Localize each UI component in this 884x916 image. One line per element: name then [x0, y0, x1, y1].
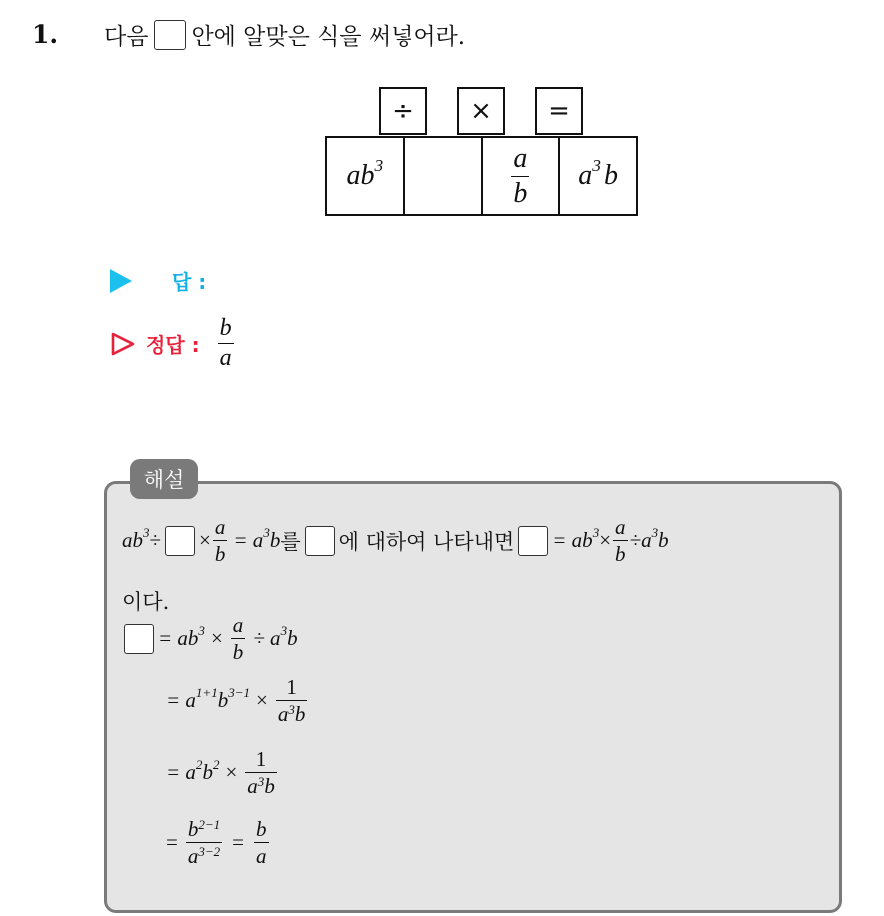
- denominator-b: b: [264, 774, 275, 799]
- fraction: [213, 516, 228, 565]
- fraction-a-over-b: [511, 144, 529, 208]
- denominator-exponent: 3−2: [198, 843, 221, 859]
- term: = a: [166, 688, 196, 713]
- triangle-outline-icon: [110, 331, 136, 357]
- blank-box: [154, 20, 186, 50]
- cell-ab3: ab $^3$: [327, 138, 405, 214]
- term: = a: [166, 760, 196, 785]
- fraction: [231, 614, 246, 663]
- denominator: b: [615, 542, 626, 567]
- fraction: [613, 516, 628, 565]
- denominator: b: [232, 640, 244, 665]
- fraction-bar: [186, 842, 222, 843]
- solution-step-1: = ab $^3$ × $\frac{a}{b}$ ÷ a $^3$ b: [122, 614, 298, 663]
- term: ab: [122, 528, 143, 553]
- correct-answer-fraction: [218, 316, 234, 371]
- cell-a3b-b: b: [603, 160, 618, 191]
- solution-step-3: = a $^2$ b $^2$ × $\frac{1}{a^3b}$: [166, 747, 275, 799]
- solution-line-2: 이다.: [122, 590, 170, 614]
- blank-box: [124, 624, 154, 654]
- blank-box: [305, 526, 335, 556]
- term: = a: [233, 528, 264, 553]
- fraction-bar: [613, 540, 628, 541]
- solution-step-2: = a $^{1+1}$ b $^{3-1}$ × $\frac{1}{a^3b}$: [166, 675, 306, 727]
- fraction-bar: [511, 176, 529, 177]
- answer-label: 답 :: [172, 270, 207, 294]
- term: ÷a: [629, 528, 652, 553]
- operator: ×: [199, 528, 211, 553]
- denominator: b: [214, 542, 226, 567]
- operator-multiply: ×: [457, 87, 505, 135]
- blank-box: [165, 526, 195, 556]
- denominator-exponent: 3: [257, 773, 265, 789]
- numerator: a: [232, 613, 244, 637]
- question-number: 1.: [32, 20, 59, 49]
- solution-step-4: [166, 818, 271, 867]
- korean-text: 를: [280, 529, 301, 554]
- numerator: a: [615, 515, 626, 539]
- cell-a3b: a $^3$ b: [578, 156, 618, 191]
- operator-equals: =: [535, 87, 583, 135]
- question-text-after: 안에 알맞은 식을 써넣어라.: [191, 24, 466, 50]
- denominator: a: [256, 844, 267, 869]
- numerator: b: [256, 817, 267, 841]
- question-text-before: 다음: [104, 24, 149, 50]
- term: b: [658, 528, 669, 553]
- operator: =: [166, 830, 178, 855]
- cell-a-over-b: [483, 138, 561, 214]
- cell-ab3-base: ab: [346, 160, 375, 191]
- fraction-bar: [254, 842, 269, 843]
- blank-box: [518, 526, 548, 556]
- operator-divide: ÷: [379, 87, 427, 135]
- operator: ×: [256, 688, 268, 713]
- operator: ×: [210, 626, 223, 651]
- operator: ×: [225, 760, 238, 785]
- play-icon: [110, 269, 132, 293]
- term: b: [269, 528, 281, 553]
- numerator-base: b: [187, 817, 199, 841]
- operator: =: [232, 830, 244, 855]
- solution-line-1: ab $^3$ ÷ × $\frac{a}{b}$ = a $^3$ b 를 에 대하여 나타내면 = ab $^3$ × $\frac{a}{b}$ ÷a $^3$ b: [122, 515, 669, 567]
- denominator-base: a: [187, 844, 199, 869]
- operator: ÷: [149, 528, 162, 553]
- question-text: [104, 18, 465, 51]
- term: b: [202, 760, 213, 785]
- correct-numerator: b: [219, 315, 232, 341]
- numerator: 1: [286, 675, 297, 699]
- fraction-bar: [231, 638, 246, 639]
- fraction-bar: [213, 540, 228, 541]
- answer-row: [110, 266, 206, 295]
- operator: ×: [599, 528, 612, 553]
- correct-denominator: a: [219, 345, 232, 372]
- fraction-bar: [276, 700, 308, 701]
- term: = ab: [552, 528, 593, 553]
- correct-answer-label: 정답 :: [146, 333, 200, 358]
- denominator-base: a: [277, 702, 289, 727]
- fraction: [245, 748, 277, 797]
- correct-answer-row: [110, 316, 236, 371]
- term: = ab: [158, 626, 199, 651]
- korean-text: 에 대하여 나타내면: [338, 529, 515, 554]
- denominator-base: a: [247, 774, 258, 799]
- solution-tab: 해설: [130, 459, 198, 499]
- term: b: [287, 626, 298, 651]
- fraction-numerator: a: [513, 143, 528, 175]
- fraction-bar: [245, 772, 277, 773]
- cell-empty-answer[interactable]: [405, 138, 483, 214]
- numerator: 1: [255, 747, 267, 771]
- fraction: [186, 818, 222, 867]
- fraction-bar: [218, 343, 234, 344]
- expression-row: [325, 136, 638, 216]
- denominator-exponent: 3: [288, 701, 295, 717]
- fraction: [276, 676, 308, 725]
- fraction: [254, 818, 269, 867]
- term: ÷ a: [253, 626, 281, 651]
- numerator: a: [214, 515, 226, 539]
- fraction-denominator: b: [513, 177, 528, 209]
- numerator-exponent: 2−1: [198, 816, 221, 832]
- denominator-b: b: [294, 702, 306, 727]
- cell-a3b-base: a: [578, 160, 593, 191]
- term: b: [217, 688, 229, 713]
